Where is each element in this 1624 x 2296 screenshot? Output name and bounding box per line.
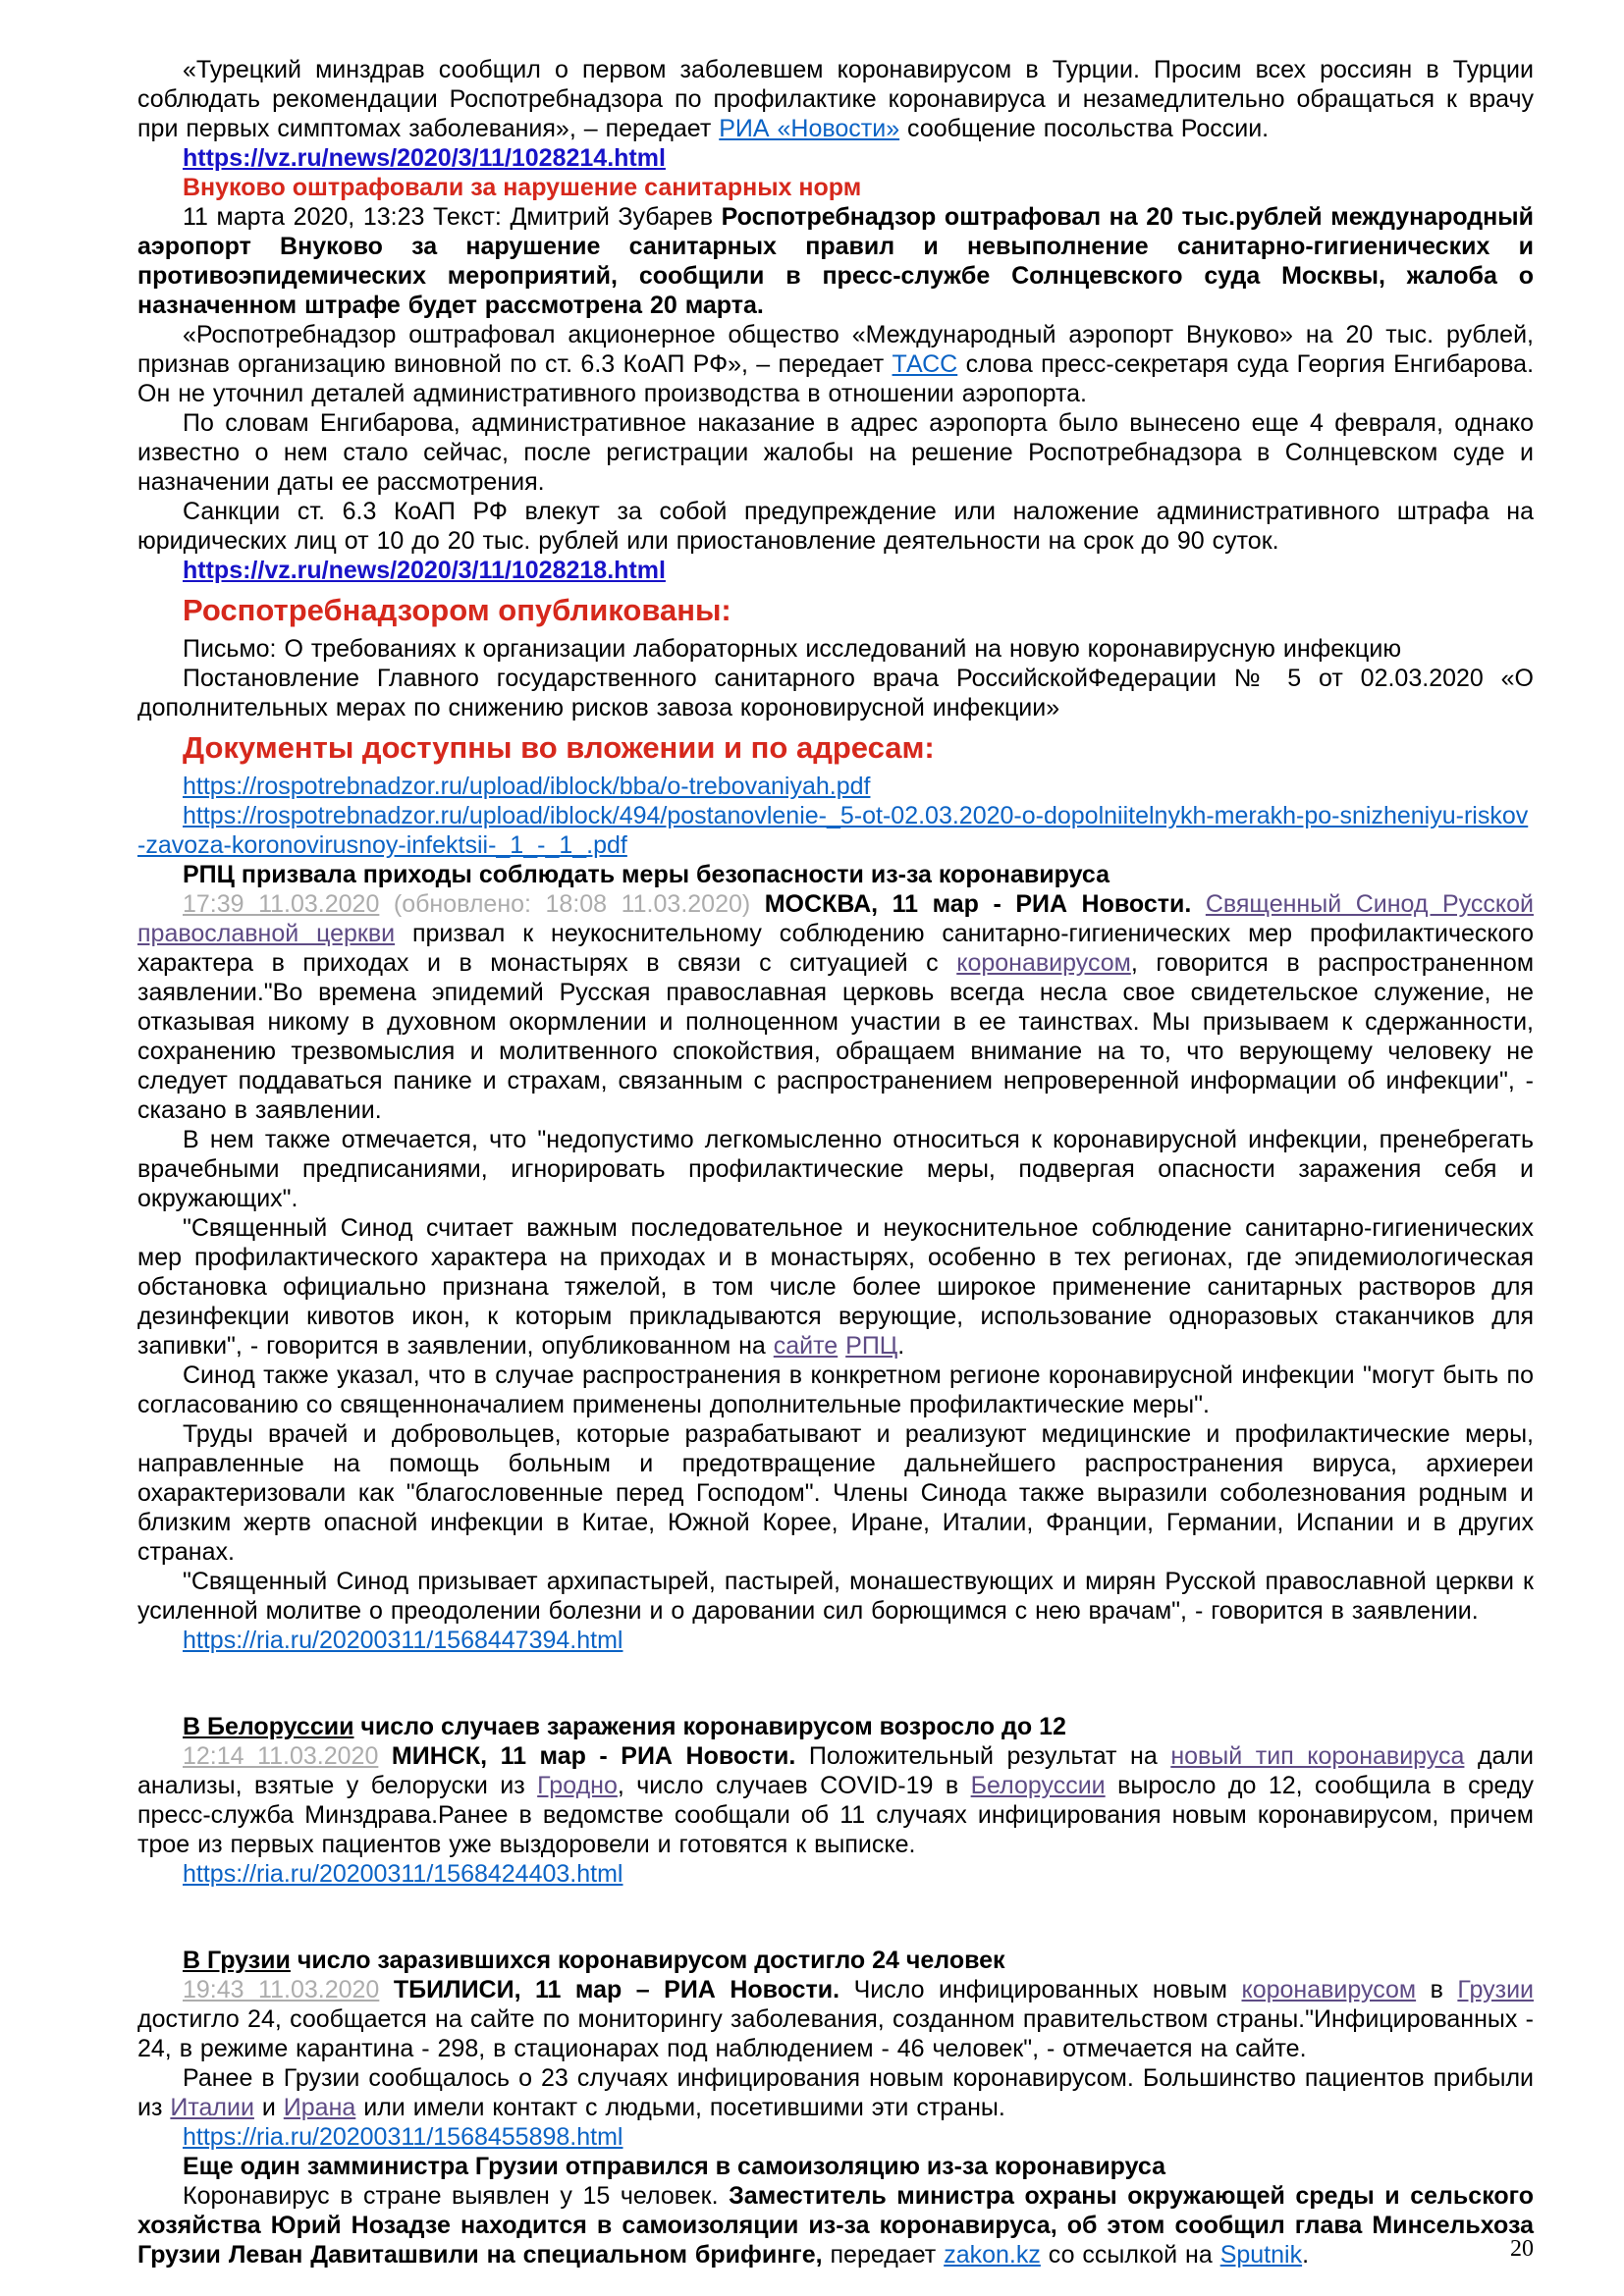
text-run: "Священный Синод считает важным последовательное и неукоснительное соблюдение санитарно-гигиенических мер профилактического характера на приходах и в монастырях, особенно в тех регионах, где эпидемиологическая обстановка официально признана тяжелой, в том числе более широкое применение санитарных растворов для дезинфекции кивотов икон, к которым прикладываются верующие, использование одноразовых стаканчиков для запивки", - говорится в заявлении, опубликованном на: [137, 1214, 1534, 1360]
text-run: и: [253, 2094, 284, 2121]
heading-rospotrebnadzor-published: [137, 591, 1534, 630]
text-run: Внуково оштрафовали за нарушение санитарных норм: [183, 174, 862, 201]
link-coronavirus[interactable]: коронавирусом: [956, 949, 1131, 977]
text-run: По словам Енгибарова, административное наказание в адрес аэропорта было вынесено еще 4 февраля, однако известно о нем стало сейчас, после регистрации жалобы на решение Роспотребнадзора в Солнцевском суде и назначении даты ее рассмотрения.: [137, 409, 1534, 496]
text-run: со ссылкой на: [1040, 2241, 1220, 2269]
paragraph-synod-region: [137, 1361, 1534, 1419]
section-gap: [137, 1655, 1534, 1712]
paragraph-synod-statement: [137, 1213, 1534, 1361]
text-run: Труды врачей и добровольцев, которые разрабатывают и реализуют медицинские и профилактические меры, направленные на помощь больным и предотвращение дальнейшего распространения вируса, архиереи охарактеризовали как "благословенные перед Господом". Члены Синода также выразили соболезнования родным и близким жертв опасной инфекции в Китае, Южной Корее, Иране, Италии, Франции, Германии, Испании и в других странах.: [137, 1420, 1534, 1566]
link-ria-1568424403[interactable]: https://ria.ru/20200311/1568424403.html: [183, 1860, 623, 1888]
text-run: число случаев заражения коронавирусом возросло до 12: [353, 1713, 1066, 1740]
text-run: Синод также указал, что в случае распространения в конкретном регионе коронавирусной инфекции "могут быть по согласованию со священноначалием применены дополнительные профилактические меры".: [137, 1362, 1534, 1418]
text-run: слова пресс-секретаря суда Георгия Енгибарова. Он не уточнил деталей административного производства в отношении аэропорта.: [137, 350, 1535, 407]
link-ria-1568455898[interactable]: https://ria.ru/20200311/1568455898.html: [183, 2123, 623, 2151]
text-run: 11 марта 2020, 13:23 Текст: Дмитрий Зубарев: [183, 203, 722, 231]
text-run: 17:39 11.03.2020: [183, 890, 380, 918]
link-sputnik[interactable]: Sputnik: [1219, 2241, 1303, 2269]
heading-vnukovo-fine: [137, 173, 1534, 202]
text-run: "Священный Синод призывает архипастырей, пастырей, монашествующих и мирян Русской православной церкви к усиленной молитве о преодолении болезни и о даровании сил борющимся с нею врачам", - говорится в заявлении.: [137, 1568, 1534, 1625]
text-run: Роспотребнадзором опубликованы:: [183, 593, 731, 627]
text-run: РПЦ призвала приходы соблюдать меры безопасности из-за коронавируса: [183, 861, 1110, 888]
text-run: 12:14 11.03.2020: [183, 1742, 379, 1770]
paragraph-resolution: [137, 664, 1534, 722]
paragraph-belarus: [137, 1741, 1534, 1859]
section-gap: [137, 1889, 1534, 1946]
link-postanovlenie-pdf[interactable]: https://rospotrebnadzor.ru/upload/iblock/494/postanovlenie-_5-ot-02.03.2020-o-dopolniitelnykh-merakh-po-snizheniyu-riskov-zavoza-koronovirusnoy-infektsii-_1_-_1_.pdf: [137, 802, 1529, 859]
text-run: Санкции ст. 6.3 КоАП РФ влекут за собой предупреждение или наложение административного штрафа на юридических лиц от 10 до 20 тыс. рублей или приостановление деятельности на срок до 90 суток.: [137, 498, 1534, 555]
heading-georgia-24-cases: [137, 1946, 1534, 1975]
paragraph-deputy-minister: [137, 2181, 1534, 2269]
text-run: .: [1302, 2241, 1310, 2269]
link-ria-novosti[interactable]: РИА «Новости»: [719, 115, 900, 142]
text-run: Заместитель министра охраны окружающей среды и сельского хозяйства Юрий Нозадзе находится в самоизоляции из-за коронавируса, об этом сообщил глава Минсельхоза Грузии Леван Давиташвили на специальном брифинге,: [137, 2182, 1535, 2269]
heading-documents-available: [137, 728, 1534, 768]
heading-deputy-minister-isolation: [137, 2152, 1534, 2181]
link-coronavirus-georgia[interactable]: коронавирусом: [1241, 1976, 1417, 2003]
paragraph-turkey-embassy: [137, 55, 1534, 143]
text-run: [838, 1332, 845, 1360]
link-rpc[interactable]: РПЦ: [845, 1332, 898, 1360]
text-run: .: [897, 1332, 905, 1360]
link-line-vz-1028214: [137, 143, 1534, 173]
paragraph-rpc-note: [137, 1125, 1534, 1213]
link-belarus[interactable]: Белоруссии: [970, 1772, 1106, 1799]
text-run: дали анализы, взятые у белоруски из: [137, 1742, 1534, 1799]
link-vz-1028218[interactable]: https://vz.ru/news/2020/3/11/1028218.html: [183, 557, 666, 584]
text-run: Роспотребнадзор оштрафовал на 20 тыс.рублей международный аэропорт Внуково за нарушение санитарных правил и невыполнение санитарно-гигиенических и противоэпидемических мероприятий, сообщили в пресс-службе Солнцевского суда Москвы, жалоба о назначенном штрафе будет рассмотрена 20 марта.: [137, 203, 1534, 319]
text-run: В Белоруссии: [183, 1713, 354, 1740]
link-vz-1028214[interactable]: https://vz.ru/news/2020/3/11/1028214.html: [183, 144, 666, 172]
text-run: МОСКВА, 11 мар - РИА Новости.: [764, 890, 1206, 918]
paragraph-doctors-volunteers: [137, 1419, 1534, 1567]
text-run: достигло 24, сообщается на сайте по мониторингу заболевания, созданном правительством страны."Инфицированных - 24, в режиме карантина - 298, в стационарах под наблюдением - 46 человек", - отмечается на сайте.: [137, 2005, 1534, 2062]
text-run: «Турецкий минздрав сообщил о первом заболевшем коронавирусом в Турции. Просим всех россиян в Турции соблюдать рекомендации Роспотребнадзора по профилактике коронавируса и незамедлительно обращаться к врачу при первых симптомах заболевания», – передает: [137, 56, 1534, 142]
link-holy-synod[interactable]: Священный Синод Русской православной церкви: [137, 890, 1534, 947]
link-line-vz-1028218: [137, 556, 1534, 585]
paragraph-letter: [137, 634, 1534, 664]
paragraph-sanctions: [137, 497, 1534, 556]
text-run: сообщение посольства России.: [899, 115, 1270, 142]
heading-belarus-12-cases: [137, 1712, 1534, 1741]
paragraph-georgia: [137, 1975, 1534, 2063]
link-line-trebovaniyah-pdf: [137, 772, 1534, 801]
heading-rpc-measures: [137, 860, 1534, 889]
link-site[interactable]: сайте: [773, 1332, 839, 1360]
text-run: , говорится в распространенном заявлении."Во времена эпидемий Русская православная церковь всегда несла свое свидетельское служение, не отказывая никому в духовном окормлении и полноценном участии в ее таинствах. Мы призываем к сдержанности, сохранению трезвомыслия и молитвенного спокойствия, обращаем внимание на то, что верующему человеку не следует поддаваться панике и страхам, связанным с распространением непроверенной информации об инфекции", - сказано в заявлении.: [137, 949, 1535, 1124]
text-run: Документы доступны во вложении и по адресам:: [183, 730, 935, 765]
link-zakon-kz[interactable]: zakon.kz: [944, 2241, 1041, 2269]
text-run: Еще один замминистра Грузии отправился в самоизоляцию из-за коронавируса: [183, 2153, 1166, 2180]
text-run: [378, 1742, 392, 1770]
text-run: выросло до 12, сообщила в среду пресс-служба Минздрава.Ранее в ведомстве сообщали об 11 случаях инфицирования новым коронавирусом, причем трое из первых пациентов уже выздоровели и готовятся к выписке.: [137, 1772, 1534, 1858]
text-run: [379, 1976, 394, 2003]
text-run: Ранее в Грузии сообщалось о 23 случаях инфицирования новым коронавирусом. Большинство пациентов прибыли из: [137, 2064, 1534, 2121]
link-line-ria-1568455898: [137, 2122, 1534, 2152]
text-run: Постановление Главного государственного санитарного врача РоссийскойФедерации № 5 от 02.03.2020 «О дополнительных мерах по снижению рисков завоза короновирусной инфекции»: [137, 665, 1534, 721]
document-body: [137, 55, 1534, 2269]
text-run: (обновлено: 18:08 11.03.2020): [379, 890, 765, 918]
link-iran[interactable]: Ирана: [283, 2094, 356, 2121]
text-run: В нем также отмечается, что "недопустимо легкомысленно относиться к коронавирусной инфекции, пренебрегать врачебными предписаниями, игнорировать профилактические меры, подвергая опасности заражения себя и окружающих".: [137, 1126, 1534, 1212]
text-run: число заразившихся коронавирусом достигло 24 человек: [290, 1947, 1005, 1974]
text-run: В Грузии: [183, 1947, 291, 1974]
paragraph-georgia-earlier: [137, 2063, 1534, 2122]
link-tass[interactable]: ТАСС: [892, 350, 958, 378]
text-run: 19:43 11.03.2020: [183, 1976, 380, 2003]
link-grodno[interactable]: Гродно: [537, 1772, 618, 1799]
text-run: Письмо: О требованиях к организации лабораторных исследований на новую коронавирусную инфекцию: [183, 635, 1402, 663]
text-run: МИНСК, 11 мар - РИА Новости.: [391, 1742, 809, 1770]
link-ria-1568447394[interactable]: https://ria.ru/20200311/1568447394.html: [183, 1627, 623, 1654]
text-run: Коронавирус в стране выявлен у 15 человек.: [183, 2182, 730, 2210]
text-run: ТБИЛИСИ, 11 мар – РИА Новости.: [393, 1976, 854, 2003]
link-italy[interactable]: Италии: [170, 2094, 254, 2121]
paragraph-vnukovo-february: [137, 408, 1534, 497]
text-run: Положительный результат на: [808, 1742, 1171, 1770]
text-run: в: [1416, 1976, 1458, 2003]
link-georgia[interactable]: Грузии: [1457, 1976, 1535, 2003]
paragraph-vnukovo-lead: [137, 202, 1534, 320]
link-line-ria-1568424403: [137, 1859, 1534, 1889]
page-number: 20: [1510, 2236, 1534, 2262]
link-line-postanovlenie-pdf: [137, 801, 1534, 860]
paragraph-synod-prayer: [137, 1567, 1534, 1626]
text-run: Число инфицированных новым: [853, 1976, 1242, 2003]
text-run: , число случаев COVID-19 в: [617, 1772, 971, 1799]
link-trebovaniyah-pdf[interactable]: https://rospotrebnadzor.ru/upload/iblock/bba/o-trebovaniyah.pdf: [183, 773, 871, 800]
text-run: передает: [822, 2241, 945, 2269]
text-run: или имели контакт с людьми, посетившими эти страны.: [355, 2094, 1005, 2121]
link-new-type-coronavirus[interactable]: новый тип коронавируса: [1170, 1742, 1465, 1770]
link-line-ria-1568447394: [137, 1626, 1534, 1655]
paragraph-vnukovo-tass: [137, 320, 1534, 408]
text-run: призвал к неукоснительному соблюдению санитарно-гигиенических мер профилактического характера в приходах и в монастырях в связи с ситуацией с: [137, 920, 1534, 977]
text-run: «Роспотребнадзор оштрафовал акционерное общество «Международный аэропорт Внуково» на 20 тыс. рублей, признав организацию виновной по ст. 6.3 КоАП РФ», – передает: [137, 321, 1534, 378]
paragraph-rpc-lead: [137, 889, 1534, 1125]
